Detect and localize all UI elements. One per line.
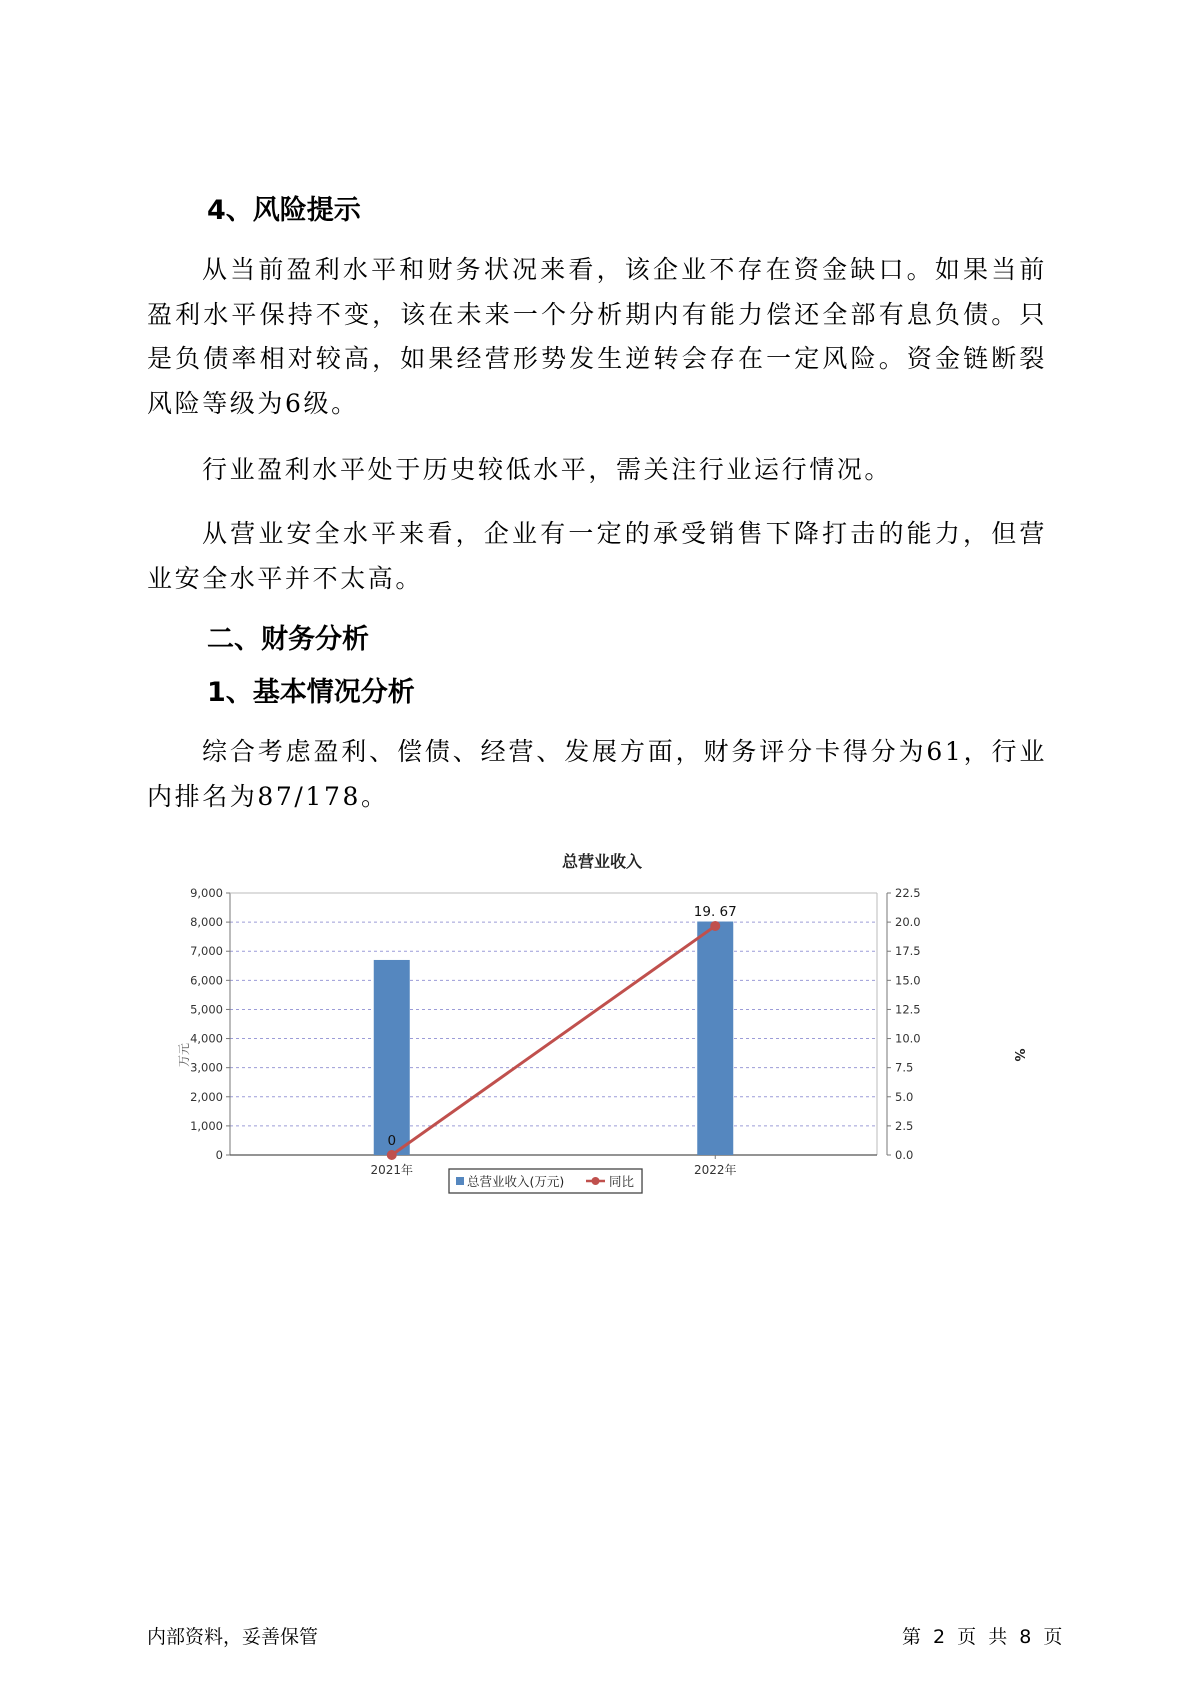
y2-axis-label: % bbox=[1011, 1048, 1026, 1062]
y-tick-label: 1,000 bbox=[190, 1118, 223, 1133]
y2-tick-label: 0.0 bbox=[895, 1148, 914, 1162]
y2-tick-label: 22.5 bbox=[895, 886, 921, 900]
footer-page-number: 第 2 页 共 8 页 bbox=[902, 1626, 1063, 1648]
y-tick-label: 3,000 bbox=[190, 1060, 223, 1075]
y-tick-label: 6,000 bbox=[190, 973, 223, 988]
y-tick-label: 7,000 bbox=[190, 944, 223, 959]
x-tick-label: 2021年 bbox=[370, 1163, 414, 1177]
y-tick-label: 2,000 bbox=[190, 1089, 223, 1104]
yoy-data-label: 0 bbox=[387, 1133, 397, 1149]
y2-tick-label: 7.5 bbox=[895, 1060, 914, 1075]
footer-confidential: 内部资料，妥善保管 bbox=[147, 1626, 319, 1648]
bar-series bbox=[374, 922, 734, 1155]
y-tick-label: 4,000 bbox=[190, 1031, 223, 1046]
basic-paragraph-1: 综合考虑盈利、偿债、经营、发展方面，财务评分卡得分为61，行业内排名为87/178。 bbox=[147, 737, 1047, 811]
y2-tick-label: 15.0 bbox=[895, 973, 921, 988]
legend-line-marker bbox=[592, 1177, 600, 1185]
y2-tick-label: 2.5 bbox=[895, 1118, 914, 1133]
yoy-data-label: 19. 67 bbox=[693, 903, 737, 920]
revenue-chart bbox=[175, 840, 1035, 1310]
y2-tick-label: 20.0 bbox=[895, 915, 921, 930]
finance-heading: 二、财务分析 bbox=[207, 624, 369, 655]
legend-line-label: 同比 bbox=[609, 1174, 635, 1189]
y-tick-label: 9,000 bbox=[190, 886, 223, 900]
yoy-point bbox=[710, 921, 720, 931]
risk-paragraph-3: 从营业安全水平来看，企业有一定的承受销售下降打击的能力，但营业安全水平并不太高。 bbox=[147, 519, 1047, 593]
grid-lines bbox=[230, 893, 877, 1126]
legend-bar-swatch bbox=[456, 1177, 464, 1185]
x-tick-label: 2022年 bbox=[693, 1163, 737, 1177]
y-tick-label: 8,000 bbox=[190, 915, 223, 930]
line-series bbox=[387, 904, 737, 1160]
y-axis-label: 万元 bbox=[177, 1042, 191, 1068]
yoy-point bbox=[387, 1150, 397, 1160]
y2-tick-label: 17.5 bbox=[895, 944, 921, 959]
basic-heading: 1、基本情况分析 bbox=[207, 677, 415, 708]
risk-heading: 4、风险提示 bbox=[207, 195, 361, 226]
y2-tick-label: 10.0 bbox=[895, 1031, 921, 1046]
yoy-line bbox=[392, 926, 716, 1155]
y2-tick-label: 5.0 bbox=[895, 1089, 914, 1104]
y-tick-label: 5,000 bbox=[190, 1002, 223, 1017]
chart-title: 总营业收入 bbox=[561, 852, 643, 871]
risk-paragraph-1: 从当前盈利水平和财务状况来看，该企业不存在资金缺口。如果当前盈利水平保持不变，该在未来一个分析期内有能力偿还全部有息负债。只是负债率相对较高，如果经营形势发生逆转会存在一定风险。资金链断裂风险等级为6级。 bbox=[147, 255, 1047, 418]
revenue-bar bbox=[697, 922, 733, 1155]
risk-paragraph-2: 行业盈利水平处于历史较低水平，需关注行业运行情况。 bbox=[202, 455, 893, 484]
revenue-bar bbox=[374, 960, 410, 1155]
legend-bar-label: 总营业收入(万元) bbox=[467, 1174, 565, 1189]
chart-axes bbox=[190, 886, 921, 1177]
y2-tick-label: 12.5 bbox=[895, 1002, 921, 1017]
y-tick-label: 0 bbox=[215, 1148, 223, 1162]
chart-legend bbox=[449, 1169, 642, 1193]
